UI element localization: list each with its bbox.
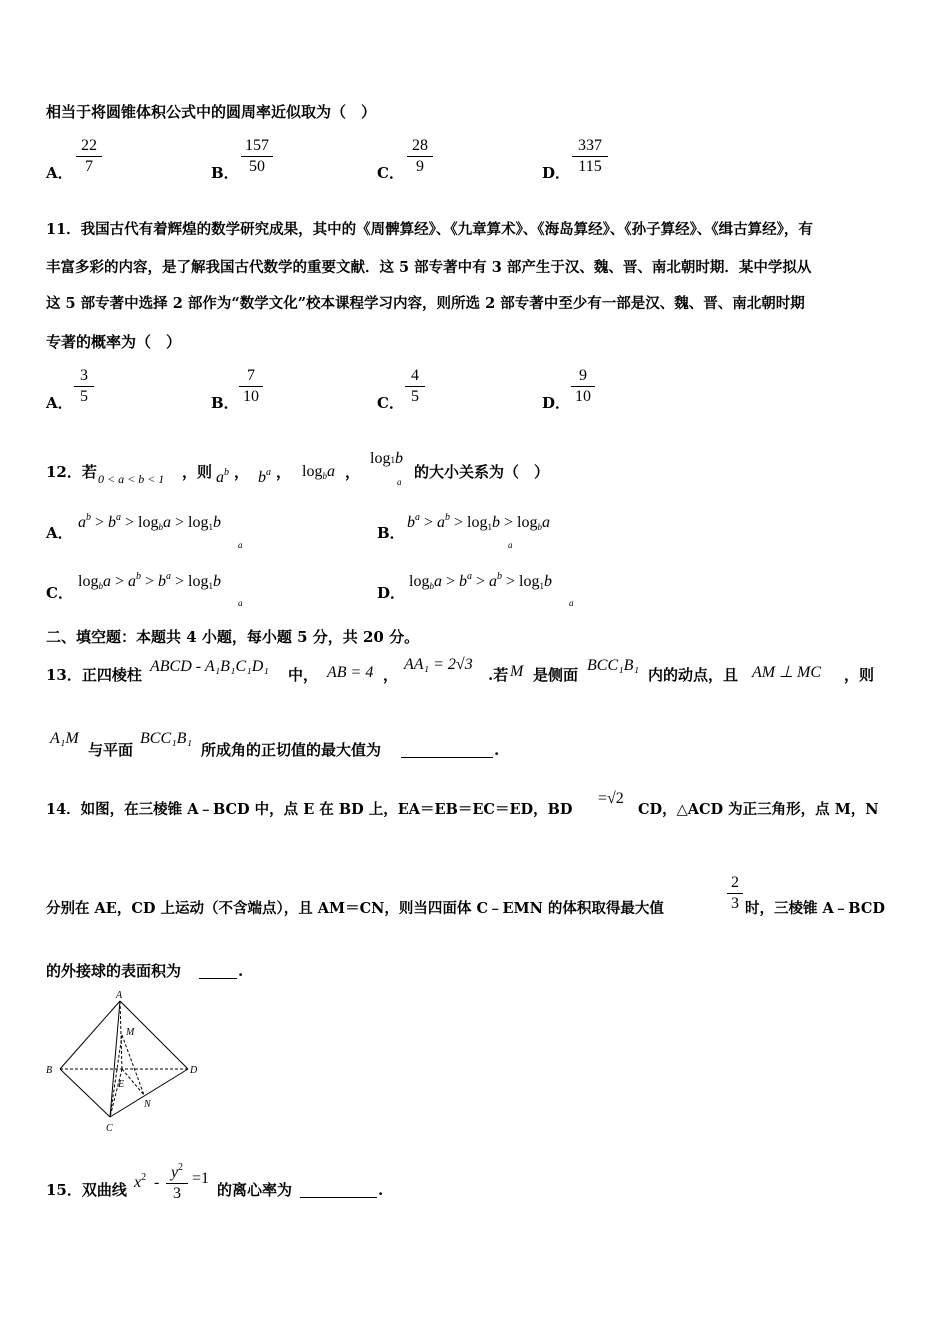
q11-option-a-label: A． [46,394,73,412]
q12-option-b-frac-den: a [508,540,513,550]
q12-then: ，则 [182,463,213,481]
q13-plane: BCC₁B₁ [140,730,193,747]
q11-option-b-label: B． [211,394,239,412]
q15-suffix: 的离心率为 [217,1181,293,1199]
seg-en [122,1069,144,1095]
label-e: E [118,1079,125,1090]
q13-answer-blank[interactable] [401,757,493,758]
edge-ab [60,1001,120,1069]
q12-option-c-frac-den: a [238,598,243,608]
q13-a1m: A₁M [50,730,79,747]
label-n: N [144,1099,151,1110]
q10-option-a-label: A． [46,164,73,182]
q14-end: . [238,962,244,980]
q12-expr-log-b-a: $\log_ba$ [302,463,335,481]
q14-line-2a: 分别在 AE，CD 上运动（不含端点），且 AM＝CN，则当四面体 C﹣EMN 的体积取得最大值 [46,900,664,917]
q12-option-a-expr: $a^b > b^a > \log_ba > \log_1b$ [78,512,221,532]
label-d: D [190,1065,198,1076]
q12-option-a-label: A． [46,524,73,542]
q10-option-c-label: C． [377,164,404,182]
q10-option-b-fraction: $\frac{157}{50}$ [241,136,273,177]
q13-prism: ABCD - A₁B₁C₁D₁ [150,658,269,675]
q10-option-d-label: D． [542,164,571,182]
label-a: A [116,990,123,1001]
q12-sep-2: ， [276,463,292,481]
seg-mn [122,1035,144,1095]
q12-suffix: 的大小关系为（ ） [414,463,550,481]
q13-comma: ， [383,666,399,684]
q12-expr-log-inv-a-sub-den: a [397,477,402,487]
edge-bc [60,1069,110,1117]
edge-ac [110,1001,120,1117]
q12-expr-log-inv-a-b: log1b [370,450,403,467]
q15-answer-blank[interactable] [300,1197,377,1198]
q11-option-d-label: D． [542,394,571,412]
q12-sep-1: ， [234,463,250,481]
q12-option-b-expr: $b^a > a^b > \log_1b > \log_ba$ [407,512,550,532]
q12-sep-3: ， [345,463,361,481]
q11-option-c-fraction: $\frac{4}{5}$ [405,366,425,407]
q12-option-c-expr: $\log_ba > a^b > b^a > \log_1b$ [78,571,221,591]
q14-line-1b: CD，△ACD 为正三角形，点 M，N [638,801,879,818]
q10-stem-tail: 相当于将圆锥体积公式中的圆周率近似取为（ ） [46,103,377,121]
q10-option-b-label: B． [211,164,239,182]
q13-point-m: M [510,663,524,680]
q13-prefix: 13．正四棱柱 [46,666,142,684]
q10-option-d-fraction: $\frac{337}{115}$ [572,136,608,177]
q13-text-6: ，则 [844,666,875,684]
q14-line-1a: 14．如图，在三棱锥 A﹣BCD 中，点 E 在 BD 上，EA＝EB＝EC＝ED，BD [46,801,573,818]
q14-line-2b: 时，三棱锥 A﹣BCD [745,900,885,917]
q13-aa1: AA₁ = 2√3 [404,656,473,673]
q11-line-1: 11．我国古代有着辉煌的数学研究成果，其中的《周髀算经》、《九章算术》、《海岛算经》、《孙子算经》、《缉古算经》，有 [46,221,813,238]
q13-text-8: 所成角的正切值的最大值为 [201,741,382,759]
section-2-heading: 二、填空题：本题共 4 小题，每小题 5 分，共 20 分。 [46,628,420,646]
q12-expr-a-pow-b: $a^b$ [216,467,229,486]
q15-fraction: $\frac{y^2}{3}$ [166,1158,188,1204]
q12-option-d-frac-den: a [569,598,574,608]
q14-sqrt2: =√2 [598,790,624,807]
label-m: M [126,1027,135,1038]
q12-option-c-label: C． [46,584,73,602]
q13-face: BCC₁B₁ [587,657,640,674]
q12-option-b-label: B． [377,524,405,542]
q12-option-d-expr: $\log_ba > b^a > a^b > \log_1b$ [409,571,552,591]
q10-option-c-fraction: $\frac{28}{9}$ [407,136,433,177]
q13-text-7: 与平面 [88,741,134,759]
label-c: C [106,1123,113,1134]
label-b: B [46,1065,53,1076]
q13-text-4: 是侧面 [533,666,579,684]
q12-option-d-label: D． [377,584,406,602]
q15-x-squared: $x^2$ [134,1172,147,1191]
q11-line-2: 丰富多彩的内容，是了解我国古代数学的重要文献．这 5 部专著中有 3 部产生于汉、魏、晋、南北朝时期．某中学拟从 [46,259,812,276]
q12-expr-b-pow-a: $b^a$ [258,467,271,486]
q13-text-5: 内的动点，且 [648,666,739,684]
q15-prefix: 15．双曲线 [46,1181,127,1199]
q14-line-3: 的外接球的表面积为 [46,962,182,980]
q11-option-b-fraction: $\frac{7}{10}$ [239,366,263,407]
q11-option-d-fraction: $\frac{9}{10}$ [571,366,595,407]
q14-answer-blank[interactable] [199,978,237,979]
q15-end: . [378,1181,384,1199]
q12-option-a-frac-den: a [238,540,243,550]
q13-text-3: .若 [488,666,509,684]
q14-fraction: $\frac{2}{3}$ [727,873,743,914]
q14-pyramid-figure [40,985,200,1137]
q11-option-c-label: C． [377,394,404,412]
q15-minus: - [154,1174,160,1191]
q15-equals-one: =1 [192,1170,210,1187]
q12-prefix: 12．若 [46,463,97,481]
q13-ab: AB = 4 [327,664,374,681]
q11-option-a-fraction: $\frac{3}{5}$ [74,366,94,407]
q13-condition: AM ⊥ MC [752,664,822,681]
q13-end: . [494,741,500,759]
q12-condition: 0 < a < b < 1 [98,472,165,486]
q11-line-4: 专著的概率为（ ） [46,333,182,351]
q10-option-a-fraction: $\frac{22}{7}$ [76,136,102,177]
q13-text-2: 中， [288,666,319,684]
q11-line-3: 这 5 部专著中选择 2 部作为“数学文化”校本课程学习内容，则所选 2 部专著中至少有一部是汉、魏、晋、南北朝时期 [46,295,805,312]
